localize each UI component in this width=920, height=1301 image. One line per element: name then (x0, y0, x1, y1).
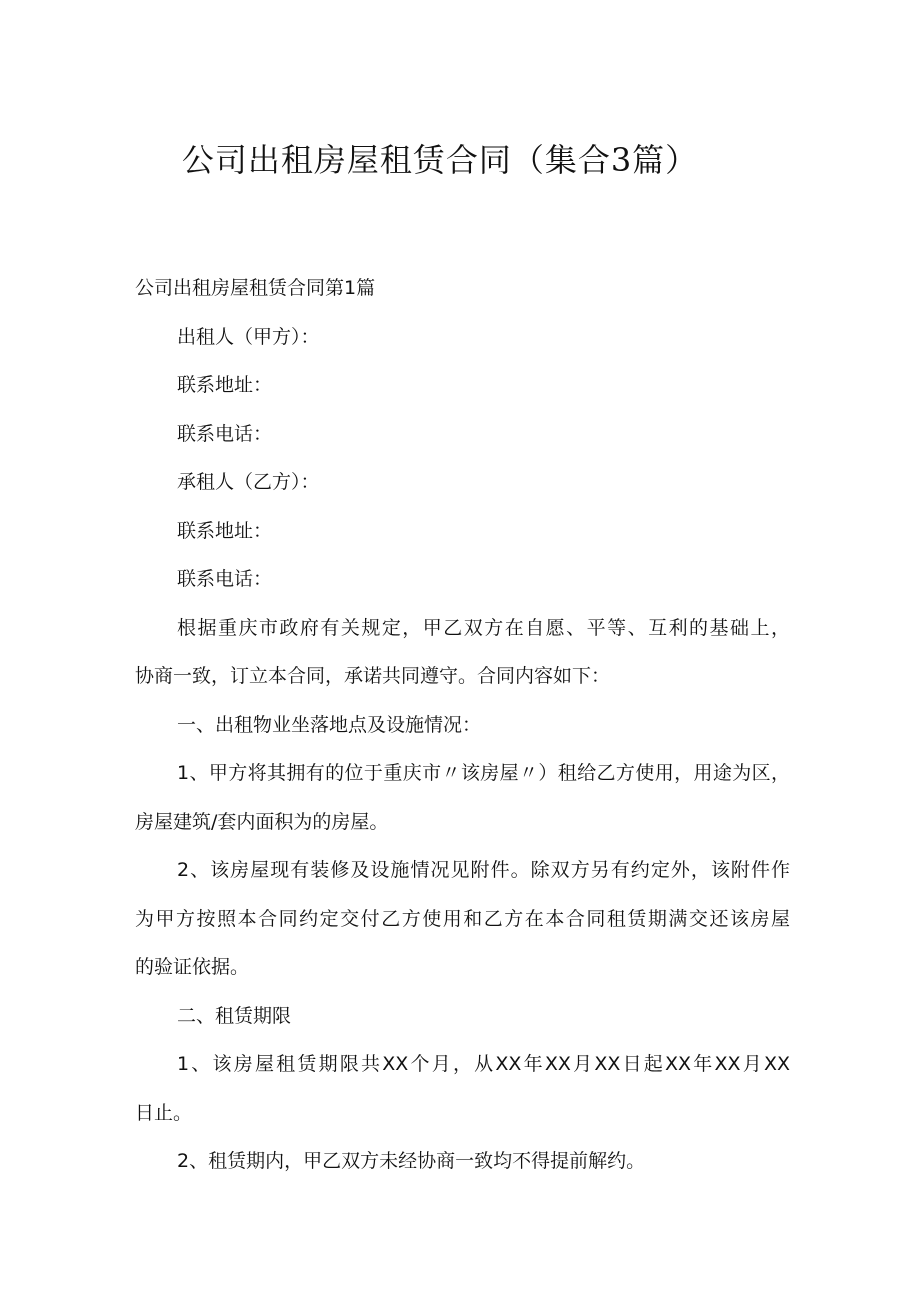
paragraph-line: 1、甲方将其拥有的位于重庆市〃该房屋〃）租给乙方使用，用途为区， (177, 762, 790, 784)
lessor-address-label: 联系地址： (177, 374, 273, 396)
paragraph-line: 的验证依据。 (135, 956, 250, 978)
lessee-address-label: 联系地址： (177, 519, 273, 542)
lessee-phone-label: 联系电话： (177, 568, 273, 590)
document-body (135, 264, 790, 1186)
paragraph-line: 协商一致，订立本合同，承诺共同遵守。合同内容如下： (135, 665, 611, 687)
lessee-label: 承租人（乙方）： (177, 471, 320, 493)
lessor-phone-label: 联系电话： (177, 422, 273, 445)
document-title: 公司出租房屋租赁合同（集合3篇） (181, 141, 699, 179)
paragraph-line: 房屋建筑/套内面积为的房屋。 (135, 810, 389, 833)
clause-heading: 二、租赁期限 (177, 1004, 292, 1027)
paragraph-line: 为甲方按照本合同约定交付乙方使用和乙方在本合同租赁期满交还该房屋 (135, 907, 790, 930)
section-heading: 公司出租房屋租赁合同第1篇 (135, 277, 376, 299)
paragraph-line: 2、租赁期内，甲乙双方未经协商一致均不得提前解约。 (177, 1150, 646, 1172)
lessor-label: 出租人（甲方）： (177, 325, 320, 348)
paragraph-line: 1、该房屋租赁期限共XX个月，从XX年XX月XX日起XX年XX月XX (177, 1053, 790, 1075)
paragraph-line: 日止。 (135, 1101, 193, 1124)
clause-heading: 一、出租物业坐落地点及设施情况： (177, 713, 482, 736)
paragraph-line: 根据重庆市政府有关规定，甲乙双方在自愿、平等、互利的基础上， (177, 616, 790, 639)
paragraph-line: 2、该房屋现有装修及设施情况见附件。除双方另有约定外，该附件作 (177, 859, 790, 881)
